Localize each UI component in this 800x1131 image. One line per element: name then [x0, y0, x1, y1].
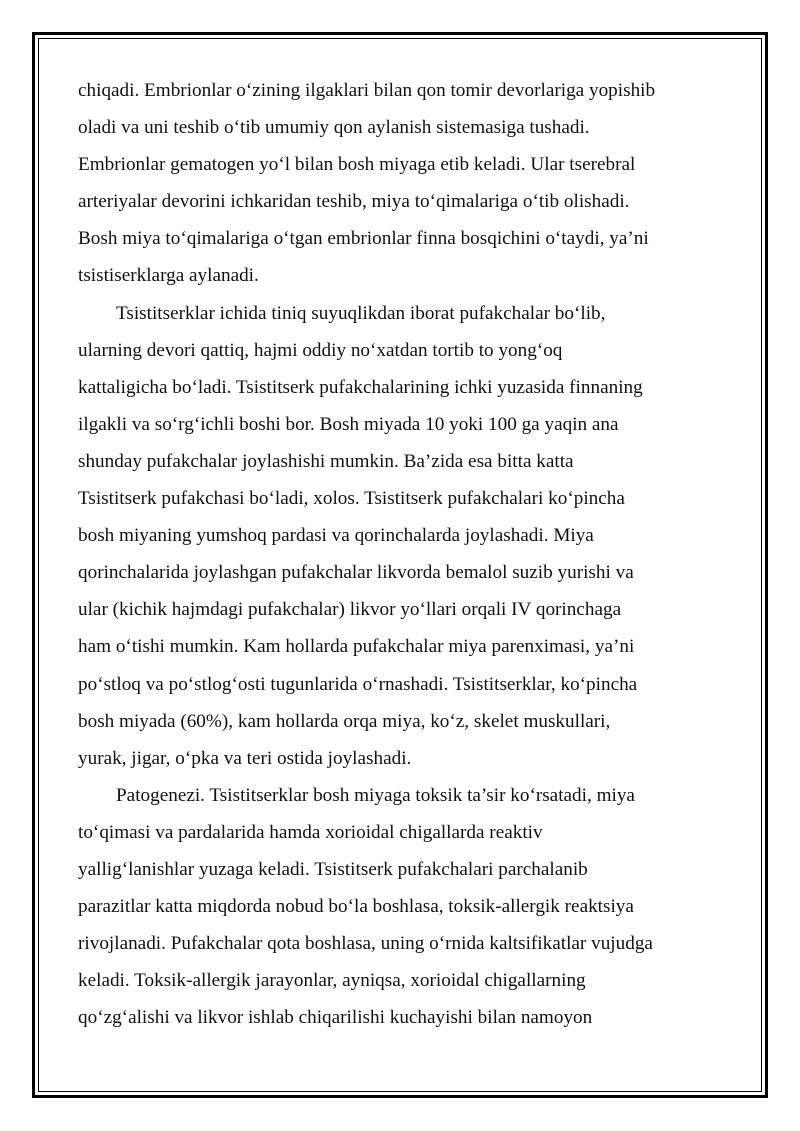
text-line: qorinchalarida joylashgan pufakchalar likvorda bemalol suzib yurishi va	[78, 562, 634, 584]
text-line: parazitlar katta miqdorda nobud bo‘la boshlasa, toksik-allergik reaktsiya	[78, 896, 634, 918]
text-line: Patogenezi. Tsistitserklar bosh miyaga toksik ta’sir ko‘rsatadi, miya	[116, 784, 635, 806]
text-line: yallig‘lanishlar yuzaga keladi. Tsistitserk pufakchalari parchalanib	[78, 858, 588, 880]
text-line: qo‘zg‘alishi va likvor ishlab chiqarilishi kuchayishi bilan namoyon	[78, 1007, 593, 1029]
text-line: yurak, jigar, o‘pka va teri ostida joylashadi.	[78, 747, 412, 769]
text-line: arteriyalar devorini ichkaridan teshib, miya to‘qimalariga o‘tib olishadi.	[78, 191, 630, 213]
text-line: Bosh miya to‘qimalariga o‘tgan embrionlar finna bosqichini o‘taydi, ya’ni	[78, 228, 649, 250]
document-body	[78, 72, 738, 1036]
text-line: Embrionlar gematogen yo‘l bilan bosh miyaga etib keladi. Ular tserebral	[78, 154, 636, 176]
text-line: keladi. Toksik-allergik jarayonlar, ayniqsa, xorioidal chigallarning	[78, 970, 586, 992]
text-line: shunday pufakchalar joylashishi mumkin. Ba’zida esa bitta katta	[78, 450, 574, 472]
text-line: Tsistitserk pufakchasi bo‘ladi, xolos. Tsistitserk pufakchalari ko‘pincha	[78, 488, 625, 510]
text-line: tsistiserklarga aylanadi.	[78, 265, 259, 287]
text-line: kattaligicha bo‘ladi. Tsistitserk pufakchalarining ichki yuzasida finnaning	[78, 376, 643, 398]
text-line: rivojlanadi. Pufakchalar qota boshlasa, uning o‘rnida kaltsifikatlar vujudga	[78, 933, 653, 955]
text-line: to‘qimasi va pardalarida hamda xorioidal chigallarda reaktiv	[78, 821, 543, 843]
text-line: ularning devori qattiq, hajmi oddiy no‘xatdan tortib to yong‘oq	[78, 339, 563, 361]
text-line: bosh miyaning yumshoq pardasi va qorinchalarda joylashadi. Miya	[78, 525, 594, 547]
text-line: oladi va uni teshib o‘tib umumiy qon aylanish sistemasiga tushadi.	[78, 117, 590, 139]
text-line: bosh miyada (60%), kam hollarda orqa miya, ko‘z, skelet muskullari,	[78, 710, 611, 732]
text-line: chiqadi. Embrionlar o‘zining ilgaklari bilan qon tomir devorlariga yopishib	[78, 80, 656, 101]
text-line: po‘stloq va po‘stlog‘osti tugunlarida o‘rnashadi. Tsistitserklar, ko‘pincha	[78, 673, 638, 695]
text-line: Tsistitserklar ichida tiniq suyuqlikdan iborat pufakchalar bo‘lib,	[116, 302, 606, 324]
text-line: ilgakli va so‘rg‘ichli boshi bor. Bosh miyada 10 yoki 100 ga yaqin ana	[78, 413, 619, 435]
text-line: ham o‘tishi mumkin. Kam hollarda pufakchalar miya parenximasi, ya’ni	[78, 636, 635, 658]
text-line: ular (kichik hajmdagi pufakchalar) likvor yo‘llari orqali IV qorinchaga	[78, 599, 622, 621]
